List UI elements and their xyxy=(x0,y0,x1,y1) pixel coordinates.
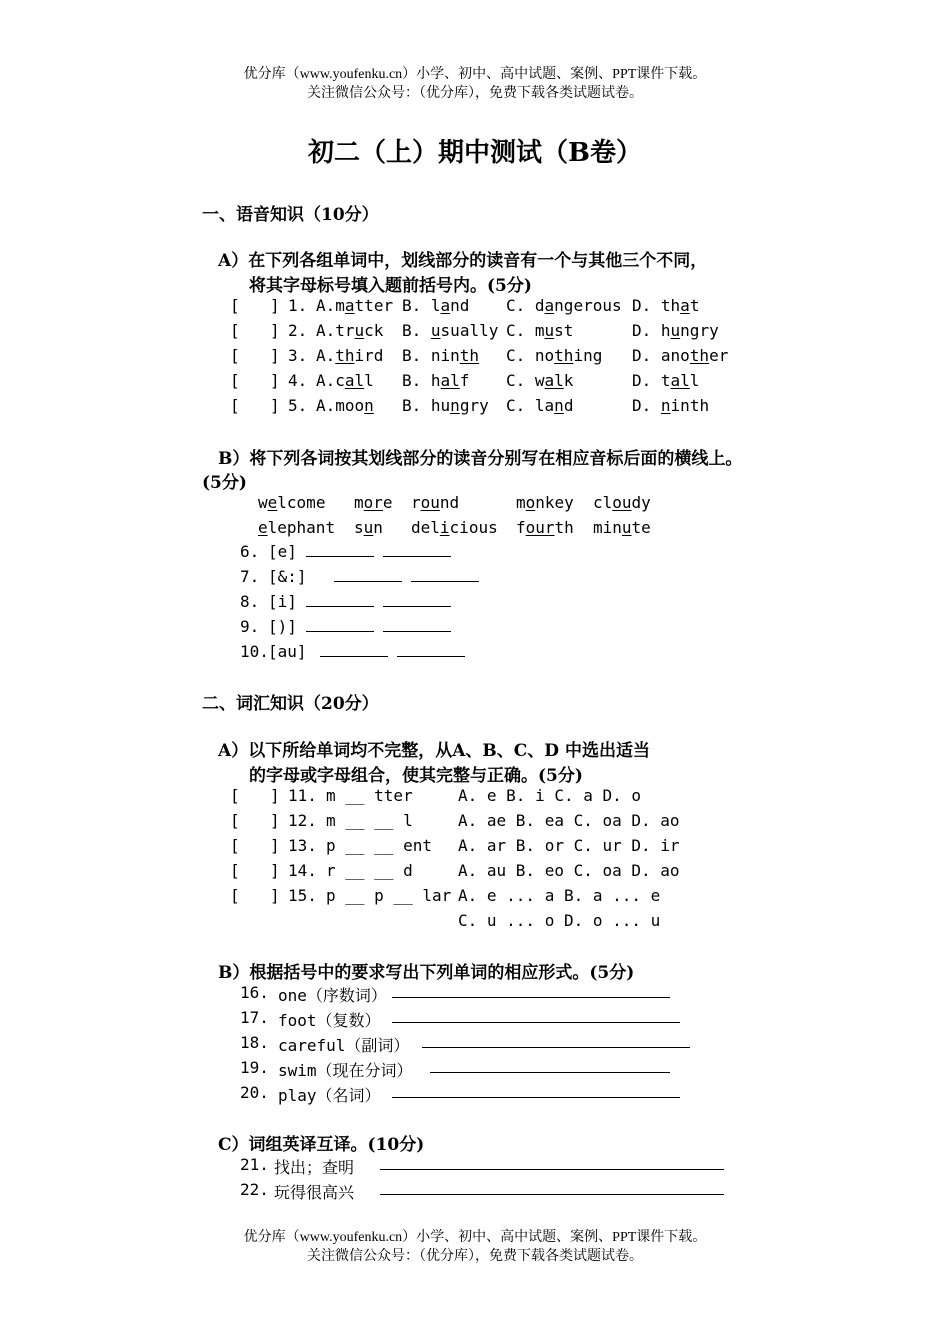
underlined-letters: or xyxy=(363,493,383,512)
phonetic-symbol: [&:] xyxy=(268,567,307,586)
part-1b-instruction-2: (5分) xyxy=(202,473,247,493)
question-number: 21. xyxy=(240,1155,269,1174)
part-2a-instruction-2: 的字母或字母组合，使其完整与正确。(5分) xyxy=(249,766,583,786)
answer-options: A. e B. i C. a D. o xyxy=(458,786,642,805)
part-2a-instruction-1: A）以下所给单词均不完整，从A、B、C、D 中选出适当 xyxy=(218,741,650,761)
option-a: A.matter xyxy=(316,296,394,315)
question-number: 17. xyxy=(240,1008,269,1027)
underlined-letters: n xyxy=(660,396,671,415)
question-number: 5. xyxy=(288,396,308,415)
option-d: D. that xyxy=(632,296,700,315)
question-number: 6. xyxy=(240,542,260,561)
answer-blank-2[interactable] xyxy=(383,542,451,557)
incomplete-word: m __ tter xyxy=(326,786,413,805)
phonetic-symbol: [)] xyxy=(268,617,297,636)
word-bank-word: round xyxy=(411,493,460,512)
answer-blank[interactable] xyxy=(380,1180,724,1195)
bracket-close: ] xyxy=(270,786,280,805)
question-number: 3. xyxy=(288,346,308,365)
option-d: D. ninth xyxy=(632,396,710,415)
question-number: 7. xyxy=(240,567,260,586)
option-c: C. land xyxy=(506,396,574,415)
word-prompt: foot（复数） xyxy=(278,1011,381,1030)
option-c: C. must xyxy=(506,321,574,340)
phrase-prompt: 找出；查明 xyxy=(274,1158,355,1177)
option-c: C. walk xyxy=(506,371,574,390)
answer-blank-1[interactable] xyxy=(320,642,388,657)
option-a: A.truck xyxy=(316,321,384,340)
underlined-letters: th xyxy=(459,346,480,365)
underlined-letters: u xyxy=(670,321,681,340)
question-number: 10. xyxy=(240,642,269,661)
answer-blank-1[interactable] xyxy=(306,542,374,557)
question-number: 15. xyxy=(288,886,317,905)
answer-slot[interactable] xyxy=(240,371,268,391)
bracket-close: ] xyxy=(270,836,280,855)
part-2b-heading: B）根据括号中的要求写出下列单词的相应形式。(5分) xyxy=(218,963,635,983)
answer-slot[interactable] xyxy=(240,836,268,856)
phonetic-symbol: [i] xyxy=(268,592,297,611)
option-b: B. half xyxy=(402,371,470,390)
bracket-close: ] xyxy=(270,811,280,830)
answer-slot[interactable] xyxy=(240,296,268,316)
underlined-letters: ou xyxy=(420,493,440,512)
underlined-letters: al xyxy=(670,371,690,390)
underlined-letters: n xyxy=(364,396,374,415)
question-number: 11. xyxy=(288,786,317,805)
answer-blank-1[interactable] xyxy=(334,567,402,582)
word-prompt: careful（副词） xyxy=(278,1036,410,1055)
question-number: 4. xyxy=(288,371,308,390)
option-b: B. ninth xyxy=(402,346,480,365)
part-1a-instruction-2: 将其字母标号填入题前括号内。(5分) xyxy=(249,276,532,296)
answer-options: A. ae B. ea C. oa D. ao xyxy=(458,811,680,830)
bracket-open: [ xyxy=(230,836,240,855)
bracket-open: [ xyxy=(230,811,240,830)
bracket-open: [ xyxy=(230,296,240,315)
phrase-prompt: 玩得很高兴 xyxy=(274,1183,355,1202)
answer-slot[interactable] xyxy=(240,811,268,831)
underlined-letters: e xyxy=(267,493,278,512)
page-title: 初二（上）期中测试（B卷） xyxy=(308,138,642,168)
answer-slot[interactable] xyxy=(240,346,268,366)
bracket-open: [ xyxy=(230,371,240,390)
bracket-open: [ xyxy=(230,346,240,365)
question-number: 1. xyxy=(288,296,308,315)
word-bank-word: welcome xyxy=(258,493,326,512)
answer-blank-2[interactable] xyxy=(383,592,451,607)
word-bank-word: minute xyxy=(593,518,651,537)
part-1a-instruction-1: A）在下列各组单词中，划线部分的读音有一个与其他三个不同， xyxy=(218,251,708,271)
answer-slot[interactable] xyxy=(240,396,268,416)
header-line-1: 优分库（www.youfenku.cn）小学、初中、高中试题、案例、PPT课件下载。 xyxy=(243,67,707,82)
footer-line-1: 优分库（www.youfenku.cn）小学、初中、高中试题、案例、PPT课件下载。 xyxy=(243,1230,707,1245)
bracket-close: ] xyxy=(270,296,280,315)
question-number: 22. xyxy=(240,1180,269,1199)
option-c: C. nothing xyxy=(506,346,603,365)
bracket-close: ] xyxy=(270,861,280,880)
bracket-open: [ xyxy=(230,886,240,905)
option-a: A.third xyxy=(316,346,384,365)
bracket-close: ] xyxy=(270,346,280,365)
underlined-letters: u xyxy=(430,321,441,340)
underlined-letters: al xyxy=(544,371,564,390)
answer-blank-1[interactable] xyxy=(306,617,374,632)
phonetic-symbol: [au] xyxy=(268,642,307,661)
part-2c-heading: C）词组英译互译。(10分) xyxy=(218,1135,425,1155)
question-number: 9. xyxy=(240,617,260,636)
underlined-letters: ou xyxy=(612,493,632,512)
incomplete-word: r __ __ d xyxy=(326,861,413,880)
section-1-heading: 一、语音知识（10分） xyxy=(202,205,379,225)
underlined-letters: a xyxy=(440,296,451,315)
bracket-close: ] xyxy=(270,886,280,905)
answer-blank[interactable] xyxy=(380,1155,724,1170)
word-prompt: one（序数词） xyxy=(278,986,387,1005)
answer-options: A. ar B. or C. ur D. ir xyxy=(458,836,680,855)
answer-blank-2[interactable] xyxy=(397,642,465,657)
answer-blank[interactable] xyxy=(392,1008,680,1023)
word-bank-word: delicious xyxy=(411,518,498,537)
question-number: 16. xyxy=(240,983,269,1002)
bracket-close: ] xyxy=(270,396,280,415)
bracket-open: [ xyxy=(230,321,240,340)
option-c: C. dangerous xyxy=(506,296,622,315)
bracket-close: ] xyxy=(270,321,280,340)
word-bank-word: sun xyxy=(354,518,383,537)
incomplete-word: p __ p __ lar xyxy=(326,886,452,905)
q15-extra-options: C. u ... o D. o ... u xyxy=(458,911,661,930)
answer-blank[interactable] xyxy=(392,983,670,998)
question-number: 14. xyxy=(288,861,317,880)
bracket-open: [ xyxy=(230,861,240,880)
word-prompt: play（名词） xyxy=(278,1086,381,1105)
bracket-open: [ xyxy=(230,396,240,415)
underlined-letters: u xyxy=(621,518,632,537)
underlined-letters: th xyxy=(554,346,574,365)
underlined-letters: o xyxy=(525,493,536,512)
underlined-letters: u xyxy=(544,321,555,340)
word-bank-word: monkey xyxy=(516,493,574,512)
answer-slot[interactable] xyxy=(240,886,268,906)
underlined-letters: al xyxy=(440,371,460,390)
question-number: 2. xyxy=(288,321,308,340)
answer-options: A. e ... a B. a ... e xyxy=(458,886,661,905)
question-number: 8. xyxy=(240,592,260,611)
underlined-letters: n xyxy=(554,396,564,415)
underlined-letters: a xyxy=(680,296,690,315)
incomplete-word: p __ __ ent xyxy=(326,836,432,855)
bracket-open: [ xyxy=(230,786,240,805)
answer-blank[interactable] xyxy=(430,1058,670,1073)
option-d: D. hungry xyxy=(632,321,719,340)
part-1b-instruction-1: B）将下列各词按其划线部分的读音分别写在相应音标后面的横线上。 xyxy=(218,449,743,469)
underlined-letters: a xyxy=(344,296,355,315)
underlined-letters: u xyxy=(354,321,365,340)
question-number: 20. xyxy=(240,1083,269,1102)
footer-line-2: 关注微信公众号：（优分库），免费下载各类试题试卷。 xyxy=(307,1249,643,1264)
option-a: A.moon xyxy=(316,396,374,415)
option-d: D. another xyxy=(632,346,729,365)
answer-options: A. au B. eo C. oa D. ao xyxy=(458,861,680,880)
option-a: A.call xyxy=(316,371,374,390)
answer-blank-1[interactable] xyxy=(306,592,374,607)
answer-blank[interactable] xyxy=(392,1083,680,1098)
answer-slot[interactable] xyxy=(240,321,268,341)
question-number: 13. xyxy=(288,836,317,855)
underlined-letters: u xyxy=(363,518,374,537)
underlined-letters: a xyxy=(544,296,555,315)
phonetic-symbol: [e] xyxy=(268,542,297,561)
incomplete-word: m __ __ l xyxy=(326,811,413,830)
question-number: 18. xyxy=(240,1033,269,1052)
word-bank-word: cloudy xyxy=(593,493,651,512)
underlined-letters: n xyxy=(450,396,460,415)
section-2-heading: 二、词汇知识（20分） xyxy=(202,694,379,714)
answer-blank[interactable] xyxy=(422,1033,690,1048)
answer-blank-2[interactable] xyxy=(411,567,479,582)
underlined-letters: e xyxy=(258,518,268,537)
question-number: 19. xyxy=(240,1058,269,1077)
word-bank-word: fourth xyxy=(516,518,574,537)
underlined-letters: th xyxy=(689,346,710,365)
word-bank-word: elephant xyxy=(258,518,336,537)
underlined-letters: th xyxy=(335,346,355,365)
answer-blank-2[interactable] xyxy=(383,617,451,632)
bracket-close: ] xyxy=(270,371,280,390)
answer-slot[interactable] xyxy=(240,861,268,881)
word-bank-word: more xyxy=(354,493,393,512)
header-line-2: 关注微信公众号：（优分库），免费下载各类试题试卷。 xyxy=(307,86,643,101)
option-b: B. hungry xyxy=(402,396,489,415)
option-d: D. tall xyxy=(632,371,700,390)
underlined-letters: our xyxy=(525,518,555,537)
underlined-letters: i xyxy=(439,518,450,537)
word-prompt: swim（现在分词） xyxy=(278,1061,413,1080)
underlined-letters: al xyxy=(344,371,365,390)
answer-slot[interactable] xyxy=(240,786,268,806)
question-number: 12. xyxy=(288,811,317,830)
option-b: B. land xyxy=(402,296,470,315)
option-b: B. usually xyxy=(402,321,499,340)
